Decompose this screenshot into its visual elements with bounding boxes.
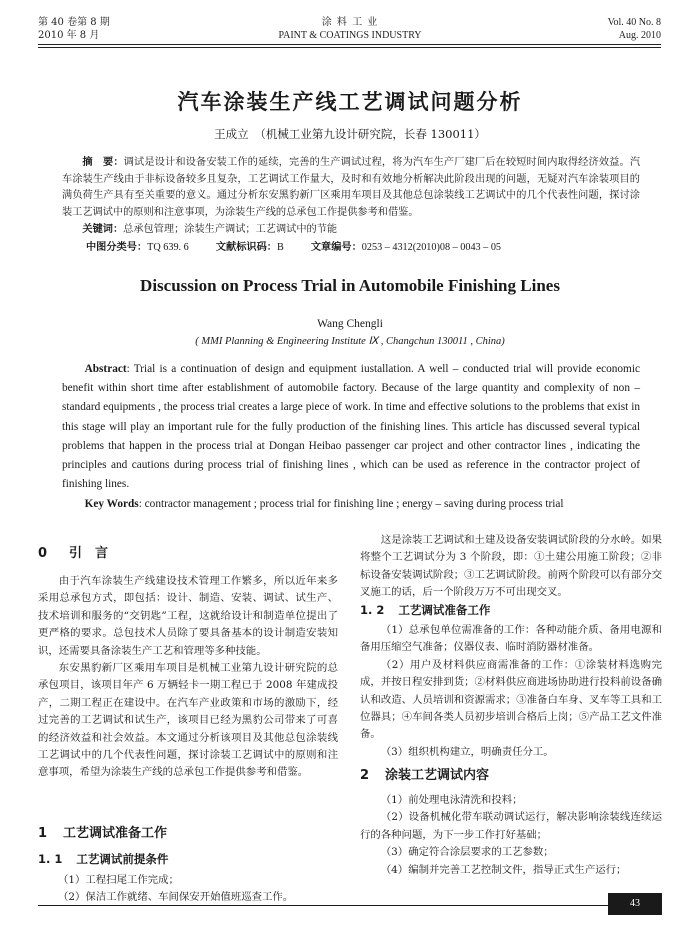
subsection-title: 工艺调试准备工作 bbox=[398, 603, 491, 617]
english-affiliation: ( MMI Planning & Engineering Institute Ⅸ , Changchun 130011 , China) bbox=[195, 336, 505, 347]
english-author: Wang Chengli bbox=[317, 318, 383, 330]
list-item: （1）前处理电泳清洗和投料； bbox=[380, 794, 523, 806]
journal-name-en: PAINT & COATINGS INDUSTRY bbox=[278, 30, 422, 41]
keywords-text: 总承包管理；涂装生产调试；工艺调试中的节能 bbox=[123, 224, 338, 235]
right-column-body bbox=[360, 622, 662, 761]
list-item: （2）保洁工作就绪、车间保安开始值班巡查工作。 bbox=[58, 891, 294, 903]
doc-code-label: 文献标识码： bbox=[215, 242, 277, 253]
journal-date-en: Aug. 2010 bbox=[618, 30, 661, 41]
english-abstract-label: Abstract bbox=[84, 363, 127, 375]
intro-paragraph-2: 东安黑豹新厂区乘用车项目是机械工业第九设计研究院的总承包项目，该项目年产 6 万辆轻卡一期工程已于 2008 年建成投产，二期工程正在建设中。在汽车产业政策和市场的激励下，经过完善的工艺调试和试生产，该项目已经为黑豹公司带来了可喜的经济效益和社会效益。本文通过分析该项目及其他总包涂装线工艺调试中的几个代表性问题，探讨涂装工艺调试中的原则和注意事项，希望为涂装生产线的总承包工作提供参考和借鉴。 bbox=[38, 662, 338, 779]
section-title: 涂装工艺调试内容 bbox=[385, 768, 490, 783]
section-2-heading bbox=[360, 764, 489, 783]
abstract-text: 调试是设计和设备安装工作的延续，完善的生产调试过程，将为汽车生产厂建厂后在较短时间内取得经济效益。汽车涂装生产线由于非标设备较多且复杂，工艺调试工作量大，及时和有效地分析解决此阶段出现的问题，无疑对汽车涂装项目的满负荷生产具有至关重要的意义。通过分析东安黑豹新厂区乘用车项目及其他总包涂装线工艺调试中的几个代表性问题，探讨涂装工艺调试中的原则和注意事项，为涂装生产线的总承包工作提供参考和借鉴。 bbox=[62, 157, 641, 218]
english-title: Discussion on Process Trial in Automobile Finishing Lines bbox=[140, 276, 560, 295]
header-rule-thin bbox=[38, 47, 661, 48]
english-keywords-text: : contractor management ; process trial for finishing line ; energy – saving during process trial bbox=[138, 498, 564, 510]
english-keywords-label: Key Words bbox=[84, 498, 139, 510]
english-keywords bbox=[62, 495, 640, 514]
doc-code-value: B bbox=[276, 242, 284, 253]
journal-volume-en: Vol. 40 No. 8 bbox=[607, 17, 661, 28]
body-paragraph: 这是涂装工艺调试和土建及设备安装调试阶段的分水岭。如果将整个工艺调试分为 3 个阶段，即：①土建公用施工阶段；②非标设备安装调试阶段；③工艺调试阶段。前两个阶段可以有部分交叉施工的话，后一个阶段万万不可出现交叉。 bbox=[360, 534, 662, 599]
chinese-keywords bbox=[62, 222, 640, 239]
body-paragraph: （1）总承包单位需准备的工作：各种动能介质、备用电源和备用压缩空气准备；仪器仪表、临时消防器材准备。 bbox=[360, 624, 662, 654]
author-affiliation: 王成立 （机械工业第九设计研究院，长春 130011） bbox=[214, 127, 486, 141]
journal-date: 2010 年 8 月 bbox=[38, 30, 100, 41]
section-1-1-heading bbox=[38, 851, 168, 867]
section-number: 2 bbox=[360, 768, 370, 783]
right-column-intro bbox=[360, 532, 662, 602]
classification-line bbox=[86, 240, 646, 255]
right-column-list bbox=[360, 792, 662, 879]
list-item: （2）设备机械化带车联动调试运行，解决影响涂装线连续运行的各种问题，为下一步工作打好基础； bbox=[360, 811, 662, 841]
article-id-value: 0253 – 4312(2010)08 – 0043 – 05 bbox=[361, 242, 502, 253]
abstract-label: 摘 要： bbox=[82, 157, 124, 168]
body-paragraph: （2）用户及材料供应商需准备的工作：①涂装材料选购完成，并按日程安排到货；②材料供应商进场协助进行投料前设备确认和改造、人员培训和资源需求；③准备白车身、叉车等工具和工位器具；④车间各类人员初步培训合格后上岗；⑤产品工艺文件准备。 bbox=[360, 658, 662, 741]
section-1-heading bbox=[38, 822, 167, 841]
section-title: 工艺调试准备工作 bbox=[63, 826, 168, 841]
chinese-abstract bbox=[62, 155, 640, 221]
section-title: 引 言 bbox=[69, 546, 109, 561]
clc-label: 中图分类号： bbox=[86, 242, 148, 253]
subsection-number: 1. 1 bbox=[38, 852, 63, 866]
list-item: （1）工程扫尾工作完成； bbox=[58, 874, 179, 886]
section-0-heading bbox=[38, 542, 108, 561]
english-abstract bbox=[62, 360, 640, 494]
subsection-number: 1. 2 bbox=[360, 603, 385, 617]
journal-volume-issue: 第 40 卷第 8 期 bbox=[38, 17, 110, 28]
page-number: 43 bbox=[608, 893, 662, 915]
body-paragraph: （3）组织机构建立，明确责任分工。 bbox=[380, 745, 554, 758]
footer-rule bbox=[38, 905, 608, 906]
intro-paragraph-1: 由于汽车涂装生产线建设技术管理工作繁多，所以近年来多采用总承包方式，即包括：设计、制造、安装、调试、试生产、技术培训和服务的“交钥匙”工程，这就给设计和制造单位提出了更严格的要求。总包技术人员除了要具备基本的设计制造安装知识，还需要具备涂装生产工艺和管理等多种技能。 bbox=[38, 575, 338, 657]
left-column-body bbox=[38, 573, 338, 782]
subsection-title: 工艺调试前提条件 bbox=[76, 852, 169, 866]
list-item: （4）编制并完善工艺控制文件，指导正式生产运行； bbox=[380, 863, 627, 876]
keywords-label: 关键词： bbox=[82, 224, 124, 235]
header-rule bbox=[38, 44, 661, 45]
clc-value: TQ 639. 6 bbox=[147, 242, 189, 253]
article-id-label: 文章编号： bbox=[310, 242, 362, 253]
section-number: 1 bbox=[38, 826, 48, 841]
paper-title: 汽车涂装生产线工艺调试问题分析 bbox=[177, 90, 523, 114]
english-abstract-text: : Trial is a continuation of design and equipment iustallation. A well – conducted trial will provide economic benefit within short time after establishment of automobile factory. Because of the large quantity and complexity of non – standard equipments , the process trial creates a large piece of work. In time and effective solutions to the problems that exist in this stage will play an important rule for the fully production of the finishing lines. This article has discussed several typical problems that happen in the process trial at Dongan Heibao passenger car project and other contractor lines , indicating the principles and cautions during process trial of finishing lines , which can be used as reference in the contractor project of finishing lines. bbox=[62, 363, 640, 491]
section-1-2-heading bbox=[360, 602, 490, 618]
list-item: （3）确定符合涂层要求的工艺参数； bbox=[380, 846, 554, 859]
journal-name: 涂 料 工 业 bbox=[321, 17, 379, 28]
section-number: 0 bbox=[38, 546, 48, 561]
